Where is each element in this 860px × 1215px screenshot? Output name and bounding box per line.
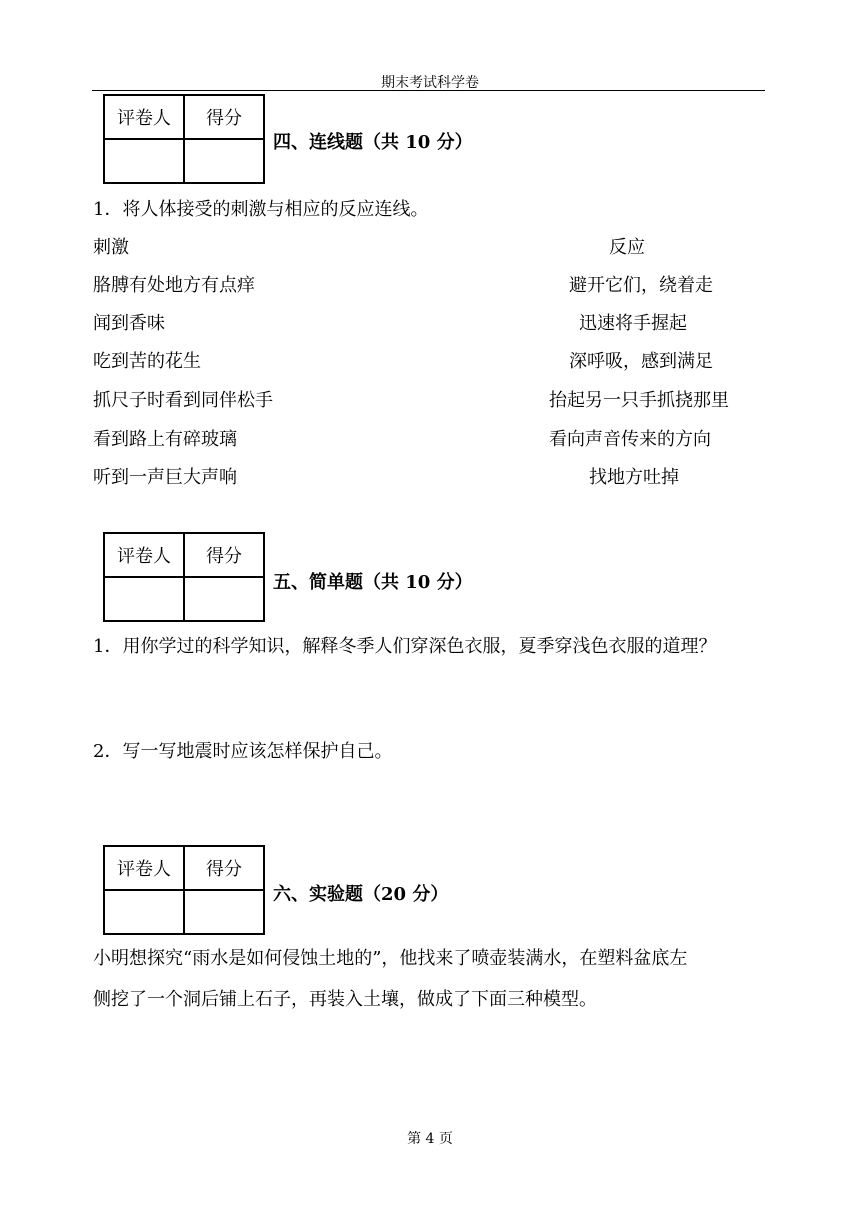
response-item[interactable]: 避开它们，绕着走 (569, 275, 713, 296)
stimulus-item[interactable]: 听到一声巨大声响 (93, 467, 237, 488)
section-5-title: 五、简单题（共 10 分） (273, 572, 473, 593)
stimulus-item[interactable]: 抓尺子时看到同伴松手 (93, 390, 273, 411)
score-label: 得分 (184, 533, 264, 577)
stimulus-header: 刺激 (93, 237, 129, 258)
header-divider (92, 90, 765, 91)
section-4-title: 四、连线题（共 10 分） (273, 132, 473, 153)
grader-cell[interactable] (104, 890, 184, 934)
grader-cell[interactable] (104, 577, 184, 621)
section-6-paragraph-line-1: 小明想探究“雨水是如何侵蚀土地的”，他找来了喷壶装满水，在塑料盆底左 (93, 948, 688, 969)
section-4-question-1: 1．将人体接受的刺激与相应的反应连线。 (93, 199, 429, 220)
grader-label: 评卷人 (104, 95, 184, 139)
score-cell[interactable] (184, 890, 264, 934)
response-item[interactable]: 找地方吐掉 (589, 467, 679, 488)
score-cell[interactable] (184, 139, 264, 183)
score-label: 得分 (184, 95, 264, 139)
stimulus-item[interactable]: 吃到苦的花生 (93, 351, 201, 372)
response-item[interactable]: 看向声音传来的方向 (549, 429, 711, 450)
grader-cell[interactable] (104, 139, 184, 183)
score-box-section-5 (103, 532, 265, 622)
score-label: 得分 (184, 846, 264, 890)
page-header-title: 期末考试科学卷 (381, 75, 479, 91)
stimulus-item[interactable]: 闻到香味 (93, 313, 165, 334)
grader-label: 评卷人 (104, 533, 184, 577)
score-cell[interactable] (184, 577, 264, 621)
response-header: 反应 (609, 237, 645, 258)
section-6-paragraph-line-2: 侧挖了一个洞后铺上石子，再装入土壤，做成了下面三种模型。 (93, 989, 597, 1010)
score-box-section-4 (103, 94, 265, 184)
section-5-question-2: 2．写一写地震时应该怎样保护自己。 (93, 741, 393, 762)
section-5-question-1: 1．用你学过的科学知识，解释冬季人们穿深色衣服，夏季穿浅色衣服的道理？ (93, 636, 717, 657)
response-item[interactable]: 深呼吸，感到满足 (569, 351, 713, 372)
grader-label: 评卷人 (104, 846, 184, 890)
stimulus-item[interactable]: 胳膊有处地方有点痒 (93, 275, 255, 296)
section-6-title: 六、实验题（20 分） (273, 884, 449, 905)
response-item[interactable]: 抬起另一只手抓挠那里 (549, 390, 729, 411)
stimulus-item[interactable]: 看到路上有碎玻璃 (93, 429, 237, 450)
score-box-section-6 (103, 845, 265, 935)
response-item[interactable]: 迅速将手握起 (579, 313, 687, 334)
page-number: 第 4 页 (407, 1131, 453, 1147)
